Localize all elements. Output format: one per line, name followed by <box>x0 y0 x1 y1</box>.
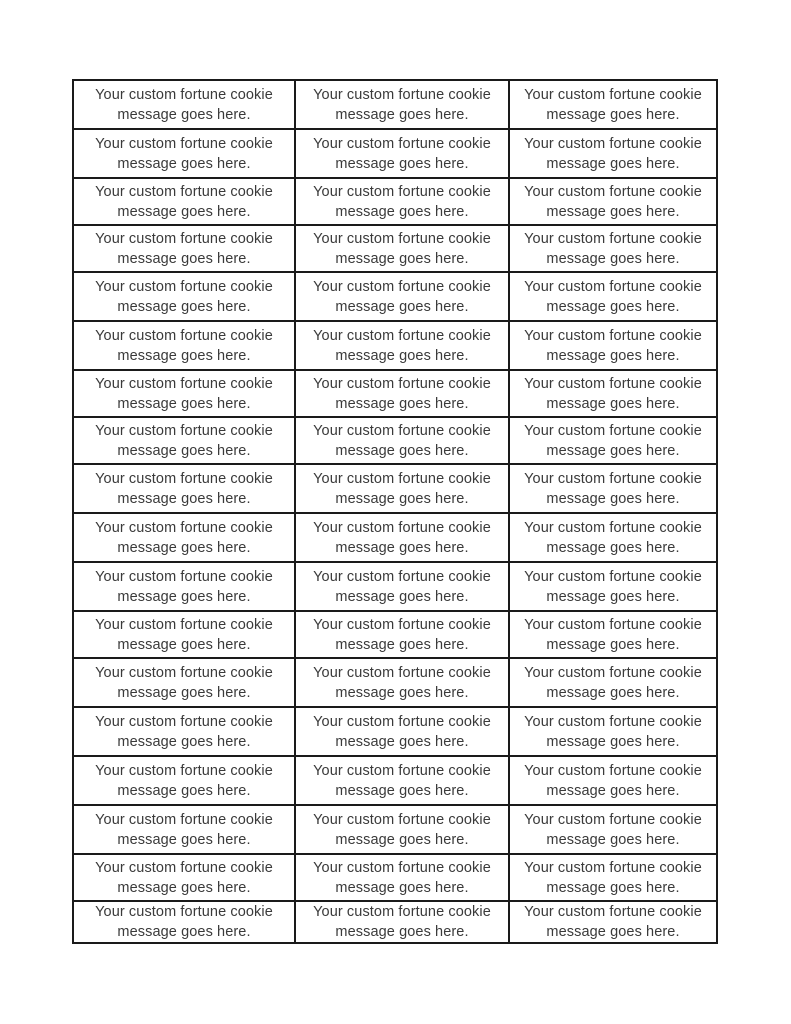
fortune-message-cell <box>510 708 716 757</box>
fortune-message-cell <box>74 612 296 659</box>
fortune-message-text: Your custom fortune cookie message goes here. <box>95 664 273 701</box>
fortune-message-cell <box>510 563 716 612</box>
fortune-message-text: Your custom fortune cookie message goes here. <box>95 811 273 848</box>
fortune-message-text: Your custom fortune cookie message goes here. <box>524 859 702 896</box>
fortune-message-text: Your custom fortune cookie message goes here. <box>95 904 273 940</box>
fortune-message-cell <box>510 757 716 806</box>
fortune-message-cell <box>74 81 296 130</box>
fortune-message-cell <box>74 371 296 418</box>
fortune-message-text: Your custom fortune cookie message goes here. <box>524 86 702 123</box>
fortune-message-text: Your custom fortune cookie message goes here. <box>313 422 491 459</box>
fortune-message-cell <box>296 708 510 757</box>
fortune-message-cell <box>510 514 716 563</box>
fortune-message-cell <box>510 179 716 226</box>
fortune-message-cell <box>74 757 296 806</box>
fortune-message-text: Your custom fortune cookie message goes here. <box>313 616 491 653</box>
fortune-message-text: Your custom fortune cookie message goes here. <box>95 470 273 507</box>
fortune-message-text: Your custom fortune cookie message goes here. <box>95 713 273 750</box>
fortune-message-cell <box>510 902 716 942</box>
fortune-message-cell <box>510 371 716 418</box>
fortune-message-text: Your custom fortune cookie message goes here. <box>524 811 702 848</box>
fortune-message-text: Your custom fortune cookie message goes here. <box>524 616 702 653</box>
fortune-message-text: Your custom fortune cookie message goes here. <box>313 278 491 315</box>
fortune-message-cell <box>510 418 716 465</box>
fortune-message-cell <box>74 465 296 514</box>
fortune-message-cell <box>296 322 510 371</box>
fortune-message-cell <box>74 273 296 322</box>
fortune-message-text: Your custom fortune cookie message goes here. <box>313 230 491 267</box>
fortune-message-text: Your custom fortune cookie message goes here. <box>313 762 491 799</box>
fortune-message-cell <box>74 708 296 757</box>
fortune-message-text: Your custom fortune cookie message goes here. <box>524 519 702 556</box>
fortune-message-text: Your custom fortune cookie message goes here. <box>524 713 702 750</box>
fortune-message-text: Your custom fortune cookie message goes here. <box>524 278 702 315</box>
fortune-message-text: Your custom fortune cookie message goes here. <box>313 327 491 364</box>
fortune-message-text: Your custom fortune cookie message goes here. <box>313 568 491 605</box>
fortune-message-text: Your custom fortune cookie message goes here. <box>95 230 273 267</box>
fortune-message-cell <box>296 855 510 902</box>
fortune-message-cell <box>510 130 716 179</box>
fortune-message-cell <box>296 612 510 659</box>
fortune-message-text: Your custom fortune cookie message goes here. <box>524 183 702 220</box>
fortune-message-text: Your custom fortune cookie message goes here. <box>95 183 273 220</box>
fortune-message-text: Your custom fortune cookie message goes here. <box>95 422 273 459</box>
fortune-message-cell <box>510 322 716 371</box>
fortune-message-cell <box>296 563 510 612</box>
fortune-message-cell <box>296 902 510 942</box>
fortune-message-text: Your custom fortune cookie message goes here. <box>95 327 273 364</box>
fortune-message-text: Your custom fortune cookie message goes here. <box>524 375 702 412</box>
fortune-message-cell <box>74 514 296 563</box>
fortune-message-cell <box>510 855 716 902</box>
fortune-message-cell <box>296 179 510 226</box>
fortune-message-text: Your custom fortune cookie message goes here. <box>524 327 702 364</box>
fortune-message-text: Your custom fortune cookie message goes here. <box>313 811 491 848</box>
fortune-message-text: Your custom fortune cookie message goes here. <box>524 664 702 701</box>
fortune-message-cell <box>296 514 510 563</box>
fortune-message-text: Your custom fortune cookie message goes here. <box>313 519 491 556</box>
fortune-message-text: Your custom fortune cookie message goes here. <box>313 470 491 507</box>
fortune-message-text: Your custom fortune cookie message goes here. <box>524 230 702 267</box>
fortune-message-cell <box>296 371 510 418</box>
fortune-message-text: Your custom fortune cookie message goes here. <box>313 183 491 220</box>
fortune-message-text: Your custom fortune cookie message goes here. <box>524 422 702 459</box>
fortune-message-cell <box>296 757 510 806</box>
fortune-message-cell <box>296 806 510 855</box>
fortune-message-text: Your custom fortune cookie message goes here. <box>95 568 273 605</box>
fortune-message-cell <box>510 806 716 855</box>
fortune-message-cell <box>74 418 296 465</box>
fortune-message-cell <box>510 612 716 659</box>
fortune-message-cell <box>510 465 716 514</box>
fortune-message-cell <box>510 273 716 322</box>
fortune-message-cell <box>74 322 296 371</box>
fortune-message-grid <box>72 79 718 944</box>
fortune-message-cell <box>296 226 510 273</box>
fortune-message-cell <box>74 855 296 902</box>
fortune-message-cell <box>296 659 510 708</box>
fortune-message-cell <box>74 179 296 226</box>
fortune-message-text: Your custom fortune cookie message goes here. <box>313 713 491 750</box>
fortune-message-text: Your custom fortune cookie message goes here. <box>313 135 491 172</box>
fortune-message-text: Your custom fortune cookie message goes here. <box>95 859 273 896</box>
fortune-message-text: Your custom fortune cookie message goes here. <box>313 664 491 701</box>
fortune-message-text: Your custom fortune cookie message goes here. <box>95 762 273 799</box>
fortune-message-text: Your custom fortune cookie message goes here. <box>313 86 491 123</box>
fortune-message-text: Your custom fortune cookie message goes here. <box>95 278 273 315</box>
fortune-message-text: Your custom fortune cookie message goes here. <box>313 859 491 896</box>
fortune-message-text: Your custom fortune cookie message goes here. <box>524 135 702 172</box>
fortune-message-cell <box>510 659 716 708</box>
fortune-message-text: Your custom fortune cookie message goes here. <box>313 904 491 940</box>
fortune-message-cell <box>74 226 296 273</box>
fortune-message-text: Your custom fortune cookie message goes here. <box>95 519 273 556</box>
fortune-message-text: Your custom fortune cookie message goes here. <box>524 762 702 799</box>
fortune-message-cell <box>510 226 716 273</box>
fortune-message-cell <box>74 659 296 708</box>
fortune-message-cell <box>296 81 510 130</box>
fortune-message-text: Your custom fortune cookie message goes here. <box>313 375 491 412</box>
fortune-message-cell <box>510 81 716 130</box>
fortune-message-text: Your custom fortune cookie message goes here. <box>524 904 702 940</box>
fortune-message-cell <box>74 806 296 855</box>
fortune-message-text: Your custom fortune cookie message goes here. <box>95 135 273 172</box>
fortune-message-cell <box>296 465 510 514</box>
fortune-message-text: Your custom fortune cookie message goes here. <box>524 568 702 605</box>
fortune-message-cell <box>74 902 296 942</box>
fortune-message-text: Your custom fortune cookie message goes here. <box>524 470 702 507</box>
fortune-message-text: Your custom fortune cookie message goes here. <box>95 86 273 123</box>
fortune-message-text: Your custom fortune cookie message goes here. <box>95 616 273 653</box>
fortune-message-cell <box>296 273 510 322</box>
fortune-message-cell <box>296 418 510 465</box>
fortune-message-text: Your custom fortune cookie message goes here. <box>95 375 273 412</box>
fortune-message-cell <box>74 130 296 179</box>
fortune-message-cell <box>74 563 296 612</box>
fortune-message-cell <box>296 130 510 179</box>
